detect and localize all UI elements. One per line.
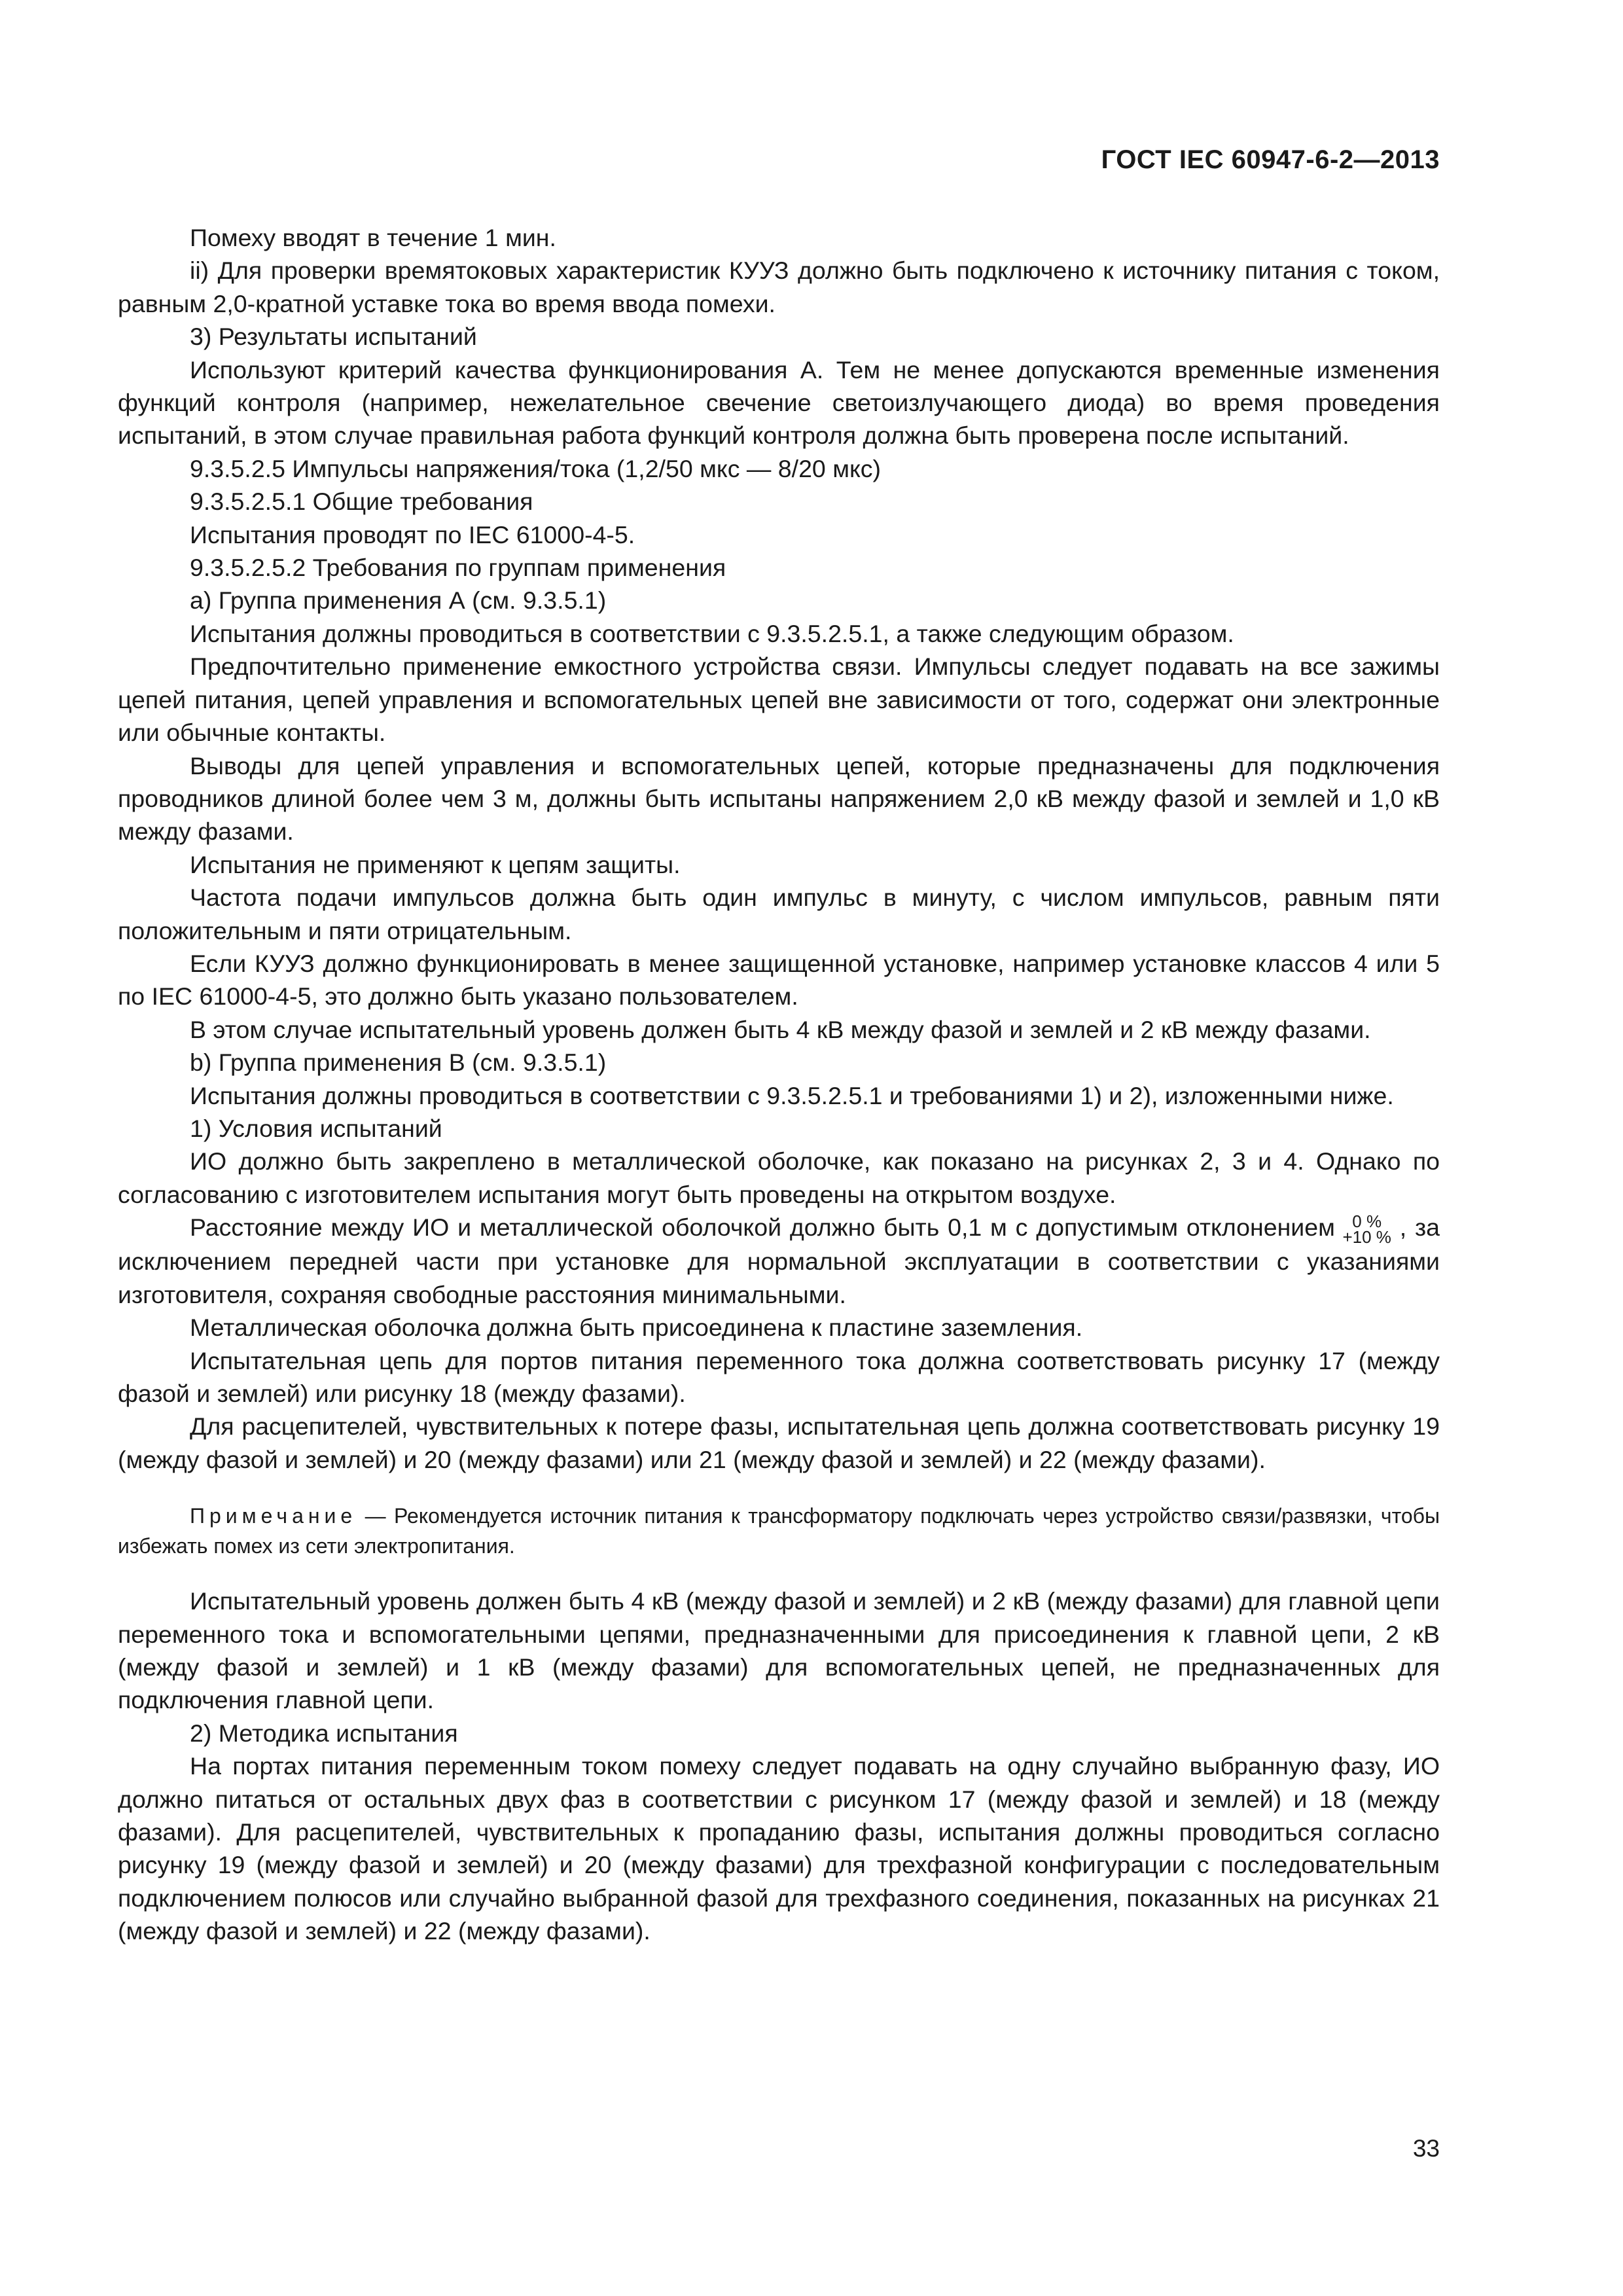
paragraph: В этом случае испытательный уровень должен быть 4 кВ между фазой и землей и 2 кВ между фазами. — [190, 1015, 1371, 1043]
paragraph-text: Расстояние между ИО и металлической оболочкой должно быть 0,1 м с допустимым отклонением — [190, 1213, 1335, 1242]
paragraph-tolerance — [118, 1211, 1440, 1311]
section-heading: 9.3.5.2.5 Импульсы напряжения/тока (1,2/50 мкс — 8/20 мкс) — [190, 454, 882, 482]
paragraph: Металлическая оболочка должна быть присоединена к пластине заземления. — [190, 1314, 1083, 1342]
paragraph: Выводы для цепей управления и вспомогательных цепей, которые предназначены для подключения проводников длиной более чем 3 м, должны быть испытаны напряжением 2,0 кВ между фазой и землей и 1,0 кВ между фазами. — [118, 751, 1440, 846]
paragraph: Испытания проводят по IEC 61000-4-5. — [190, 520, 635, 548]
paragraph: Предпочтительно применение емкостного устройства связи. Импульсы следует подавать на все зажимы цепей питания, цепей управления и вспомогательных цепей вне зависимости от того, содержат они электронные или обычные контакты. — [118, 653, 1440, 747]
page-number: 33 — [1412, 2135, 1440, 2162]
paragraph: Испытательная цепь для портов питания переменного тока должна соответствовать рисунку 17 (между фазой и землей) или рисунку 18 (между фазами). — [118, 1346, 1440, 1407]
paragraph: Испытания должны проводиться в соответствии с 9.3.5.2.5.1 и требованиями 1) и 2), изложенными ниже. — [190, 1081, 1394, 1109]
tolerance-upper: 0 % — [1352, 1211, 1382, 1232]
paragraph-text: , за исключением передней части при установке для нормальной эксплуатации в соответствии с указаниями изготовителя, сохраняя свободные расстояния минимальными. — [118, 1213, 1440, 1308]
paragraph: ИО должно быть закреплено в металлической оболочке, как показано на рисунках 2, 3 и 4. Однако по согласованию с изготовителем испытания могут быть проведены на открытом воздухе. — [118, 1147, 1440, 1208]
note — [118, 1501, 1440, 1561]
paragraph: 2) Методика испытания — [190, 1719, 458, 1747]
tolerance-fraction — [1334, 1213, 1400, 1245]
section-heading: 9.3.5.2.5.2 Требования по группам применения — [190, 554, 726, 582]
paragraph: Испытания не применяют к цепям защиты. — [190, 850, 681, 878]
section-heading: 9.3.5.2.5.1 Общие требования — [190, 488, 533, 516]
document-page — [118, 0, 1440, 2296]
paragraph: На портах питания переменным током помеху следует подавать на одну случайно выбранную фазу, ИО должно питаться от остальных двух фаз в соответствии с рисунком 17 (между фазой и землей) и 18 (между фазами). Для расцепителей, чувствительных к пропаданию фазы, испытания должны проводиться согласно рисунку 19 (между фазой и землей) и 20 (между фазами) для трехфазной конфигурации с последовательным подключением полюсов или случайно выбранной фазой для трехфазного соединения, показанных на рисунках 21 (между фазой и землей) и 22 (между фазами). — [118, 1752, 1440, 1945]
paragraph: Если КУУЗ должно функционировать в менее защищенной установке, например установке классов 4 или 5 по IEC 61000-4-5, это должно быть указано пользователем. — [118, 949, 1440, 1011]
paragraph: a) Группа применения А (см. 9.3.5.1) — [190, 586, 607, 615]
paragraph: 3) Результаты испытаний — [190, 323, 477, 351]
paragraph: 1) Условия испытаний — [190, 1114, 442, 1142]
paragraph: Помеху вводят в течение 1 мин. — [190, 224, 556, 251]
paragraph: Частота подачи импульсов должна быть один импульс в минуту, с числом импульсов, равным пяти положительным и пяти отрицательным. — [118, 884, 1440, 944]
note-label: Примечание — [190, 1504, 357, 1528]
paragraph: Испытания должны проводиться в соответствии с 9.3.5.2.5.1, а также следующим образом. — [190, 619, 1234, 647]
tolerance-lower: +10 % — [1342, 1227, 1391, 1247]
note-text: — Рекомендуется источник питания к трансформатору подключать через устройство связи/развязки, чтобы избежать помех из сети электропитания. — [118, 1504, 1440, 1558]
paragraph: Используют критерий качества функционирования А. Тем не менее допускаются временные изменения функций контроля (например, нежелательное свечение светоизлучающего диода) во время проведения испытаний, в этом случае правильная работа функций контроля должна быть проверена после испытаний. — [118, 355, 1440, 450]
paragraph: b) Группа применения В (см. 9.3.5.1) — [190, 1049, 607, 1077]
paragraph: ii) Для проверки времятоковых характеристик КУУЗ должно быть подключено к источнику питания с током, равным 2,0-кратной уставке тока во время ввода помехи. — [118, 257, 1440, 317]
document-header: ГОСТ IEC 60947-6-2—2013 — [1101, 145, 1440, 174]
document-body — [118, 221, 1440, 1948]
paragraph: Испытательный уровень должен быть 4 кВ (между фазой и землей) и 2 кВ (между фазами) для главной цепи переменного тока и вспомогательными цепями, предназначенными для присоединения к главной цепи, 2 кВ (между фазой и землей) и 1 кВ (между фазами) для вспомогательных цепей, не предназначенных для подключения главной цепи. — [118, 1587, 1440, 1714]
paragraph: Для расцепителей, чувствительных к потере фазы, испытательная цепь должна соответствовать рисунку 19 (между фазой и землей) и 20 (между фазами) или 21 (между фазой и землей) и 22 (между фазами). — [118, 1412, 1440, 1473]
